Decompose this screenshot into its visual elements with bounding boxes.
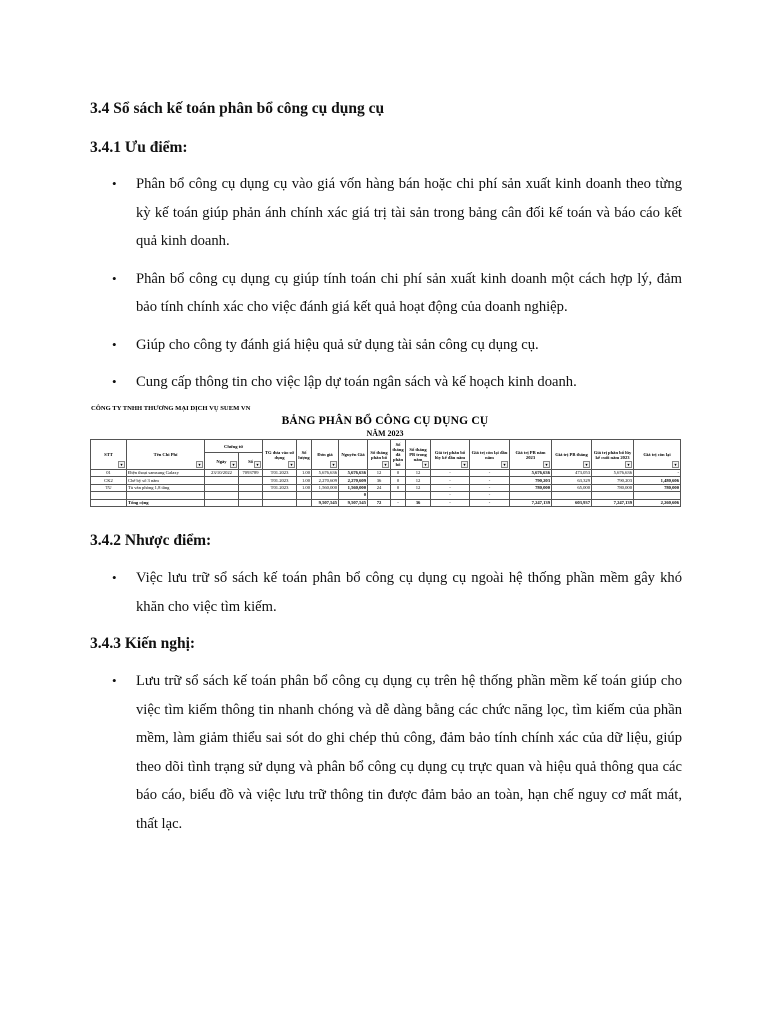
cell-cl-dau: - xyxy=(470,492,510,499)
col-header-months: Số tháng phân bổ ▾ xyxy=(368,440,391,470)
allocation-table xyxy=(90,439,681,507)
table-row xyxy=(91,477,681,484)
total-original-cost: 9,507,545 xyxy=(339,499,368,506)
cell-tg: T01.2023 xyxy=(263,484,297,491)
cell-don-gia: 5,676,636 xyxy=(312,470,339,477)
filter-dropdown-icon[interactable]: ▾ xyxy=(288,461,295,468)
table-header-row xyxy=(91,440,681,453)
total-unit-price: 9,507,545 xyxy=(312,499,339,506)
list-item: • Giúp cho công ty đánh giá hiệu quả sử dụng tài sản công cụ dụng cụ. xyxy=(90,331,682,360)
filter-dropdown-icon[interactable]: ▾ xyxy=(330,461,337,468)
cell-stt xyxy=(91,492,127,499)
sheet-company-name: CÔNG TY TNHH THƯƠNG MẠI DỊCH VỤ SUEM VN xyxy=(91,405,251,412)
filter-dropdown-icon[interactable]: ▾ xyxy=(672,461,679,468)
cell-ten: Điện thoại samsung Galaxy xyxy=(127,470,205,477)
filter-dropdown-icon[interactable]: ▾ xyxy=(254,461,261,468)
cell-so-thang xyxy=(368,492,391,499)
cell-pb-thang: 65,000 xyxy=(552,484,592,491)
cell-luy-ke: 790,203 xyxy=(592,477,634,484)
cell-pb-nam: 12 xyxy=(406,477,431,484)
col-header-quantity: Số lượng xyxy=(297,440,312,470)
cell-pb-dau: - xyxy=(431,492,470,499)
cell-con-lai xyxy=(634,492,681,499)
sheet-title: BẢNG PHÂN BỔ CÔNG CỤ DỤNG CỤ xyxy=(281,415,489,427)
col-header-original-cost: Nguyên Giá xyxy=(339,440,368,470)
col-header-stt: STT ▾ xyxy=(91,440,127,470)
cell-sl: 1.00 xyxy=(297,470,312,477)
cell-pb-2023 xyxy=(510,492,552,499)
cell-don-gia: 2,270,609 xyxy=(312,477,339,484)
cell-tg xyxy=(263,492,297,499)
cell-da-pb: 0 xyxy=(391,484,406,491)
list-item: • Lưu trữ sổ sách kế toán phân bổ công cụ dụng cụ trên hệ thống phần mềm kế toán giúp cho việc tìm kiếm thông tin nhanh chóng và dễ dàng bằng các chức năng lọc, tìm kiếm của phần mềm, làm giảm thiểu sai sót do ghi chép thủ công, đảm bảo tính chính xác của dữ liệu, giúp theo dõi tình trạng sử dụng và phân bổ công cụ dụng cụ trực quan và hiệu quả thông qua các báo cáo, biểu đồ và việc lưu trữ thông tin được đảm bảo an toàn, hạn chế nguy cơ mất mát, thất lạc. xyxy=(90,667,682,838)
cell-cl-dau: - xyxy=(470,484,510,491)
table-total-row xyxy=(91,499,681,506)
cell-con-lai: - xyxy=(634,470,681,477)
cell-so-thang: 36 xyxy=(368,477,391,484)
cell-ten: Chế bỳ số 3 năm xyxy=(127,477,205,484)
filter-dropdown-icon[interactable]: ▾ xyxy=(422,461,429,468)
cell-sl xyxy=(297,492,312,499)
col-header-opening-allocated: Giá trị phân bổ lũy kế đầu năm ▾ xyxy=(431,440,470,470)
list-item: • Cung cấp thông tin cho việc lập dự toán ngân sách và kế hoạch kinh doanh. xyxy=(90,368,682,397)
cell-da-pb: 0 xyxy=(391,477,406,484)
col-header-month-allocation: Giá trị PB tháng ▾ xyxy=(552,440,592,470)
table-row xyxy=(91,484,681,491)
cell-pb-2023: 790,203 xyxy=(510,477,552,484)
col-header-opening-remaining: Giá trị còn lại đầu năm ▾ xyxy=(470,440,510,470)
cell-ngay xyxy=(205,484,239,491)
cell-pb-2023: 5,676,636 xyxy=(510,470,552,477)
cell-pb-dau: - xyxy=(431,484,470,491)
cell-sl: 1.00 xyxy=(297,477,312,484)
cell-da-pb xyxy=(391,492,406,499)
cell-pb-nam: 12 xyxy=(406,484,431,491)
cell-ngay: 23/10/2022 xyxy=(205,470,239,477)
col-header-closing-allocated: Giá trị phân bổ lũy kế cuối năm 2023 ▾ xyxy=(592,440,634,470)
advantages-list xyxy=(90,170,682,406)
sheet-year: NĂM 2023 xyxy=(366,429,404,438)
cell-cl-dau: - xyxy=(470,477,510,484)
col-header-name: Tên Chi Phí ▾ xyxy=(127,440,205,470)
cell-nguyen-gia: 2,270,609 xyxy=(339,477,368,484)
total-closing-allocated: 7,247,139 xyxy=(592,499,634,506)
cell-pb-dau: - xyxy=(431,477,470,484)
recommendations-list xyxy=(90,667,682,838)
cell-so: 7093789 xyxy=(239,470,263,477)
total-opening-allocated: - xyxy=(431,499,470,506)
advantages-heading: 3.4.1 Ưu điểm: xyxy=(90,139,188,156)
cell-so-thang: 24 xyxy=(368,484,391,491)
col-header-year-allocation: Giá trị PB năm 2023 ▾ xyxy=(510,440,552,470)
list-item: • Việc lưu trữ sổ sách kế toán phân bổ công cụ dụng cụ ngoài hệ thống phần mềm gây khó khăn cho việc tìm kiếm. xyxy=(90,564,682,621)
cell-so-thang: 12 xyxy=(368,470,391,477)
disadvantages-list xyxy=(90,564,682,621)
total-opening-remaining: - xyxy=(470,499,510,506)
total-months-allocated: - xyxy=(391,499,406,506)
filter-dropdown-icon[interactable]: ▾ xyxy=(196,461,203,468)
col-header-unit-price: Đơn giá ▾ xyxy=(312,440,339,470)
total-label: Tổng cộng xyxy=(127,499,205,506)
col-header-voucher: Chứng từ xyxy=(205,440,263,453)
cell-pb-thang: 63,329 xyxy=(552,477,592,484)
cell-nguyen-gia: 1,560,000 xyxy=(339,484,368,491)
filter-dropdown-icon[interactable]: ▾ xyxy=(461,461,468,468)
cell-ngay xyxy=(205,477,239,484)
col-header-usage-time: TG đưa vào sử dụng ▾ xyxy=(263,440,297,470)
filter-dropdown-icon[interactable]: ▾ xyxy=(583,461,590,468)
table-row xyxy=(91,470,681,477)
total-remaining: 2,260,606 xyxy=(634,499,681,506)
table-row xyxy=(91,492,681,499)
filter-dropdown-icon[interactable]: ▾ xyxy=(543,461,550,468)
cell-pb-nam xyxy=(406,492,431,499)
cell-so xyxy=(239,477,263,484)
total-months-in-year: 36 xyxy=(406,499,431,506)
cell-cl-dau: - xyxy=(470,470,510,477)
cell-pb-2023: 780,000 xyxy=(510,484,552,491)
total-month-allocation: 603,937 xyxy=(552,499,592,506)
cell-nguyen-gia: 5,676,636 xyxy=(339,470,368,477)
cell-tg: T01.2023 xyxy=(263,477,297,484)
col-header-date: Ngày ▾ xyxy=(205,453,239,470)
col-header-months-allocated: Số tháng đã phân bổ xyxy=(391,440,406,470)
cell-stt: 01 xyxy=(91,470,127,477)
cell-stt: TU xyxy=(91,484,127,491)
filter-dropdown-icon[interactable]: ▾ xyxy=(118,461,125,468)
list-item: • Phân bổ công cụ dụng cụ vào giá vốn hàng bán hoặc chi phí sản xuất kinh doanh theo từng kỳ kế toán giúp phản ánh chính xác giá trị tài sản trong bảng cân đối kế toán và báo cáo kết quả kinh doanh. xyxy=(90,170,682,256)
col-header-remaining: Giá trị còn lại ▾ xyxy=(634,440,681,470)
cell-pb-nam: 12 xyxy=(406,470,431,477)
cell-don-gia: 1,560,000 xyxy=(312,484,339,491)
cell-tg: T01.2023 xyxy=(263,470,297,477)
total-months: 72 xyxy=(368,499,391,506)
cell-so xyxy=(239,492,263,499)
cell-pb-thang xyxy=(552,492,592,499)
cell-ten: Tủ văn phòng 1,8 tầng xyxy=(127,484,205,491)
cell-con-lai: 1,480,606 xyxy=(634,477,681,484)
filter-dropdown-icon[interactable]: ▾ xyxy=(625,461,632,468)
cell-don-gia xyxy=(312,492,339,499)
cell-luy-ke: 780,000 xyxy=(592,484,634,491)
cell-so xyxy=(239,484,263,491)
cell-stt: CK2 xyxy=(91,477,127,484)
filter-dropdown-icon[interactable]: ▾ xyxy=(230,461,237,468)
recommendations-heading: 3.4.3 Kiến nghị: xyxy=(90,635,196,652)
cell-sl: 1.00 xyxy=(297,484,312,491)
cell-luy-ke: 5,676,636 xyxy=(592,470,634,477)
cell-pb-dau: - xyxy=(431,470,470,477)
cell-pb-thang: 473,053 xyxy=(552,470,592,477)
list-item: • Phân bổ công cụ dụng cụ giúp tính toán chi phí sản xuất kinh doanh một cách hợp lý, đảm bảo tính chính xác cho việc đánh giá kết quả hoạt động của doanh nghiệp. xyxy=(90,265,682,322)
cell-da-pb: 0 xyxy=(391,470,406,477)
col-header-months-in-year: Số tháng PB trong năm ▾ xyxy=(406,440,431,470)
cell-luy-ke xyxy=(592,492,634,499)
col-header-number: Số ▾ xyxy=(239,453,263,470)
cell-con-lai: 780,000 xyxy=(634,484,681,491)
filter-dropdown-icon[interactable]: ▾ xyxy=(382,461,389,468)
filter-dropdown-icon[interactable]: ▾ xyxy=(501,461,508,468)
cell-ngay xyxy=(205,492,239,499)
cell-nguyen-gia: 0 xyxy=(339,492,368,499)
section-title: 3.4 Sổ sách kế toán phân bổ công cụ dụng cụ xyxy=(90,100,385,117)
total-year-allocation: 7,247,139 xyxy=(510,499,552,506)
allocation-sheet-image xyxy=(90,403,680,515)
disadvantages-heading: 3.4.2 Nhược điểm: xyxy=(90,532,212,549)
cell-ten xyxy=(127,492,205,499)
